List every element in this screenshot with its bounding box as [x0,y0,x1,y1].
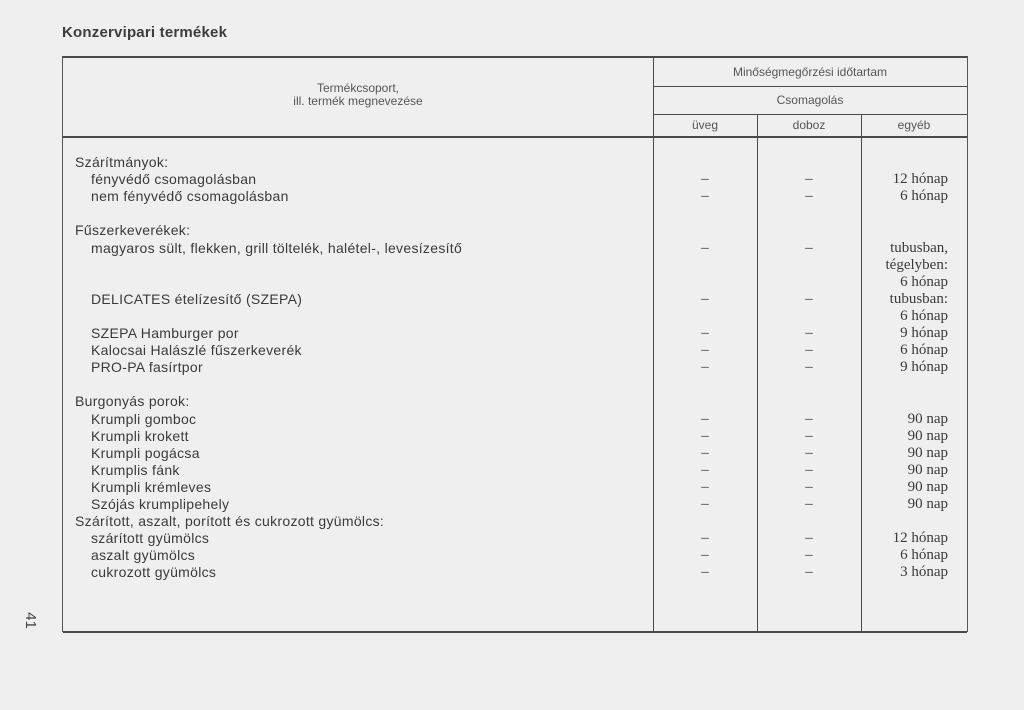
cell-glass: – [701,359,709,376]
cell-other: 6 hónap [900,273,948,290]
header-other: egyéb [897,118,931,132]
cell-glass: – [701,478,709,495]
cell-other: 12 hónap [892,530,948,547]
cell-other: 90 nap [907,427,948,444]
row-name: cukrozott gyümölcs [91,564,217,581]
cell-glass: – [701,290,709,307]
cell-glass: – [701,530,709,547]
cell-box: – [805,427,813,444]
header-shelf-life: Minőségmegőrzési időtartam [732,65,888,79]
header-glass: üveg [691,118,719,132]
cell-box: – [805,290,813,307]
cell-box: – [805,171,813,188]
cell-box: – [805,342,813,359]
header-product-group-line2: ill. termék megnevezése [293,94,423,108]
cell-glass: – [701,188,709,205]
page-title: Konzervipari termékek [62,24,228,41]
cell-glass: – [701,325,709,341]
cell-box: – [805,325,813,341]
row-name: nem fényvédő csomagolásban [91,188,289,205]
cell-glass: – [701,171,709,188]
row-name: Szójás krumplipehely [91,496,230,512]
col-divider-glass [757,114,758,632]
cell-other: 90 nap [907,478,948,495]
cell-other: 6 hónap [900,188,948,205]
col-divider-name [653,56,654,632]
page-number: 41 [21,612,39,629]
cell-glass: – [701,342,709,359]
cell-glass: – [701,564,709,581]
cell-other: 12 hónap [892,171,948,188]
row-name: Szárítmányok: [75,154,169,170]
cell-box: – [805,410,813,427]
header-product-group-line1: Termékcsoport, [316,81,400,95]
cell-other: 9 hónap [900,325,948,341]
cell-box: – [805,444,813,461]
cell-glass: – [701,547,709,564]
cell-box: – [805,188,813,205]
row-name: Krumpli krokett [91,427,189,444]
cell-other: tubusban: [889,290,948,307]
cell-other: 9 hónap [900,359,948,376]
cell-other: 3 hónap [900,564,948,581]
cell-glass: – [701,427,709,444]
row-name: Krumpli gomboc [91,410,197,427]
row-name: fényvédő csomagolásban [91,171,257,188]
cell-other: 90 nap [907,496,948,512]
row-name: DELICATES ételízesítő (SZEPA) [91,290,303,307]
cell-box: – [805,547,813,564]
header-product-group [63,82,653,108]
header-sub-rule [653,114,967,115]
row-name: Burgonyás porok: [75,393,190,410]
row-name: SZEPA Hamburger por [91,325,239,341]
cell-other: 90 nap [907,461,948,478]
table-bottom-rule [63,631,967,633]
cell-other: 6 hónap [900,547,948,564]
cell-box: – [805,478,813,495]
cell-box: – [805,530,813,547]
cell-other: 6 hónap [900,307,948,324]
row-name: Krumpli pogácsa [91,444,200,461]
row-name: Fűszerkeverékek: [75,222,191,239]
row-name: magyaros sült, flekken, grill töltelék, halétel-, levesízesítő [91,239,463,256]
cell-glass: – [701,239,709,256]
row-name: aszalt gyümölcs [91,547,196,564]
cell-glass: – [701,461,709,478]
cell-box: – [805,461,813,478]
row-name: Krumpli krémleves [91,478,212,495]
cell-other: tubusban, [890,239,948,256]
header-mid-rule [653,86,967,87]
row-name: Krumplis fánk [91,461,180,478]
row-name: szárított gyümölcs [91,530,210,547]
header-packaging: Csomagolás [776,93,844,107]
header-bottom-rule [63,136,967,138]
cell-other: 90 nap [907,410,948,427]
cell-other: tégelyben: [885,256,948,273]
cell-other: 90 nap [907,444,948,461]
shelf-life-table [62,56,968,632]
cell-box: – [805,359,813,376]
cell-glass: – [701,444,709,461]
cell-other: 6 hónap [900,342,948,359]
row-name: Kalocsai Halászlé fűszerkeverék [91,342,302,359]
cell-glass: – [701,496,709,512]
cell-box: – [805,564,813,581]
row-name: Szárított, aszalt, porított és cukrozott gyümölcs: [75,513,385,530]
cell-glass: – [701,410,709,427]
table-top-rule [63,56,967,58]
cell-box: – [805,239,813,256]
row-name: PRO-PA fasírtpor [91,359,203,376]
header-box: doboz [792,118,826,132]
cell-box: – [805,496,813,512]
